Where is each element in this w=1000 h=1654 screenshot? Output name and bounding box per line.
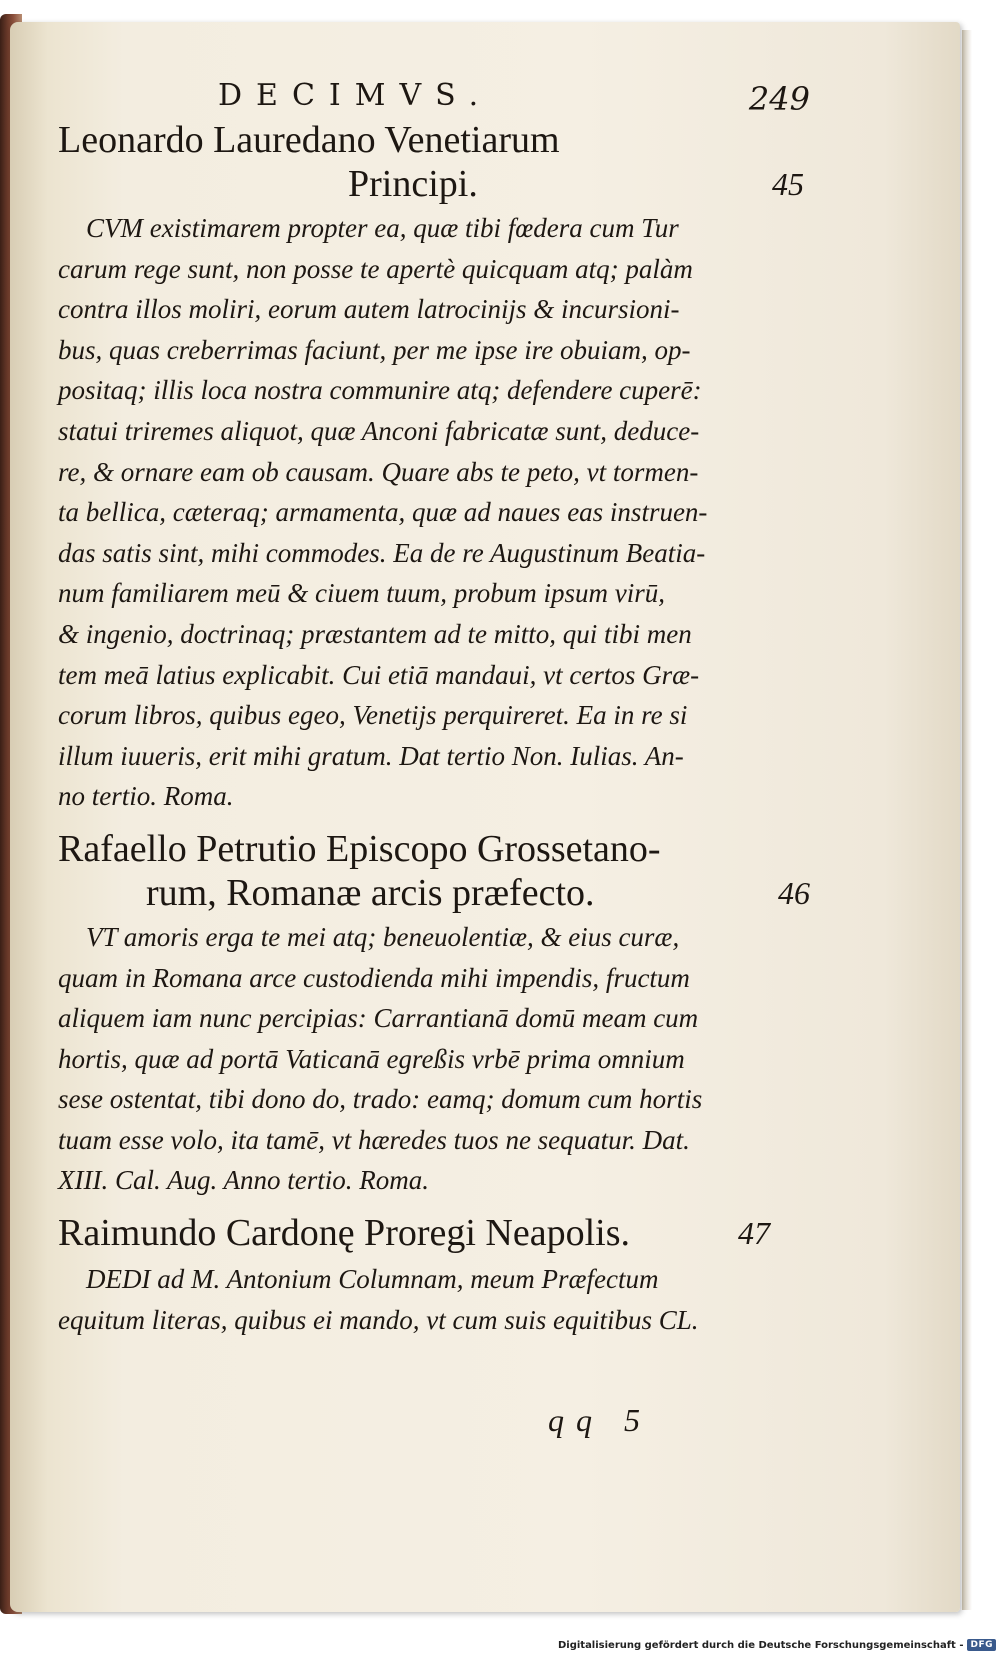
text-line: XIII. Cal. Aug. Anno tertio. Roma. <box>58 1165 429 1196</box>
funding-notice: Digitalisierung gefördert durch die Deutsche Forschungsgemeinschaft - <box>557 1639 964 1651</box>
text-line: das satis sint, mihi commodes. Ea de re Augustinum Beatia- <box>58 537 706 568</box>
text-line: CVM existimarem propter ea, quæ tibi fœdera cum Tur <box>86 213 679 243</box>
letter-heading: Raimundo Cardonę Proregi Neapolis. <box>58 1212 631 1255</box>
text-line: bus, quas creberrimas faciunt, per me ipse ire obuiam, op- <box>58 334 691 365</box>
text-line: tuam esse volo, ita tamē, vt hæredes tuos ne sequatur. Dat. <box>58 1124 690 1155</box>
letter-heading-line2: Principi. <box>348 163 478 205</box>
text-line: corum libros, quibus egeo, Venetijs perquireret. Ea in re si <box>58 700 688 731</box>
page-number: 249 <box>748 80 810 118</box>
letter-number: 46 <box>778 874 810 911</box>
letter-heading-line2: rum, Romanæ arcis præfecto. <box>146 871 595 914</box>
text-line: quam in Romana arce custodienda mihi impendis, fructum <box>58 962 690 993</box>
letter-heading-continued <box>58 162 810 208</box>
page-edge <box>962 30 972 1610</box>
text-line: DEDI ad M. Antonium Columnam, meum Præfectum <box>86 1264 659 1295</box>
letter-heading: Rafaello Petrutio Episcopo Grossetano- <box>58 827 661 870</box>
text-line: hortis, quæ ad portā Vaticanā egreßis vrbē prima omnium <box>58 1043 685 1074</box>
text-line: illum iuueris, erit mihi gratum. Dat tertio Non. Iulias. An- <box>58 740 684 771</box>
text-line: positaq; illis loca nostra communire atq; defendere cuperē: <box>58 375 702 406</box>
text-line: no tertio. Roma. <box>58 781 234 812</box>
text-line: carum rege sunt, non posse te apertè quicquam atq; palàm <box>58 253 693 284</box>
letter-number: 45 <box>772 166 804 202</box>
running-head <box>58 78 810 118</box>
text-line: re, & ornare eam ob causam. Quare abs te peto, vt tormen- <box>58 456 699 487</box>
text-line: & ingenio, doctrinaq; præstantem ad te mitto, qui tibi men <box>58 618 692 649</box>
text-line: sese ostentat, tibi dono do, trado: eamq; domum cum hortis <box>58 1084 703 1115</box>
text-line: equitum literas, quibus ei mando, vt cum suis equitibus CL. <box>58 1304 699 1335</box>
dfg-logo-icon: DFG <box>967 1639 996 1651</box>
text-line: contra illos moliri, eorum autem latrocinijs & incursioni- <box>58 294 680 325</box>
signature-mark: qq 5 <box>548 1402 652 1438</box>
text-line: aliquem iam nunc percipias: Carrantianā domū meam cum <box>58 1003 699 1034</box>
digitization-footer <box>557 1636 1000 1654</box>
letter-heading-row <box>58 1211 810 1259</box>
letter-body <box>58 208 810 817</box>
letter-body <box>58 1259 810 1340</box>
page-text <box>58 78 810 1350</box>
text-line: ta bellica, cæteraq; armamenta, quæ ad naues eas instruen- <box>58 497 708 528</box>
letter-heading: Leonardo Lauredano Venetiarum <box>58 119 560 161</box>
running-title: DECIMVS. <box>218 78 493 113</box>
text-line: num familiarem meū & ciuem tuum, probum ipsum virū, <box>58 578 665 609</box>
letter-body <box>58 917 810 1201</box>
text-line: statui triremes aliquot, quæ Anconi fabricatæ sunt, deduce- <box>58 415 700 446</box>
text-line: tem meā latius explicabit. Cui etiā mandaui, vt certos Græ- <box>58 659 700 690</box>
text-line: VT amoris erga te mei atq; beneuolentiæ, & eius curæ, <box>86 921 680 952</box>
letter-number: 47 <box>738 1215 770 1252</box>
letter-heading-continued <box>58 871 810 917</box>
